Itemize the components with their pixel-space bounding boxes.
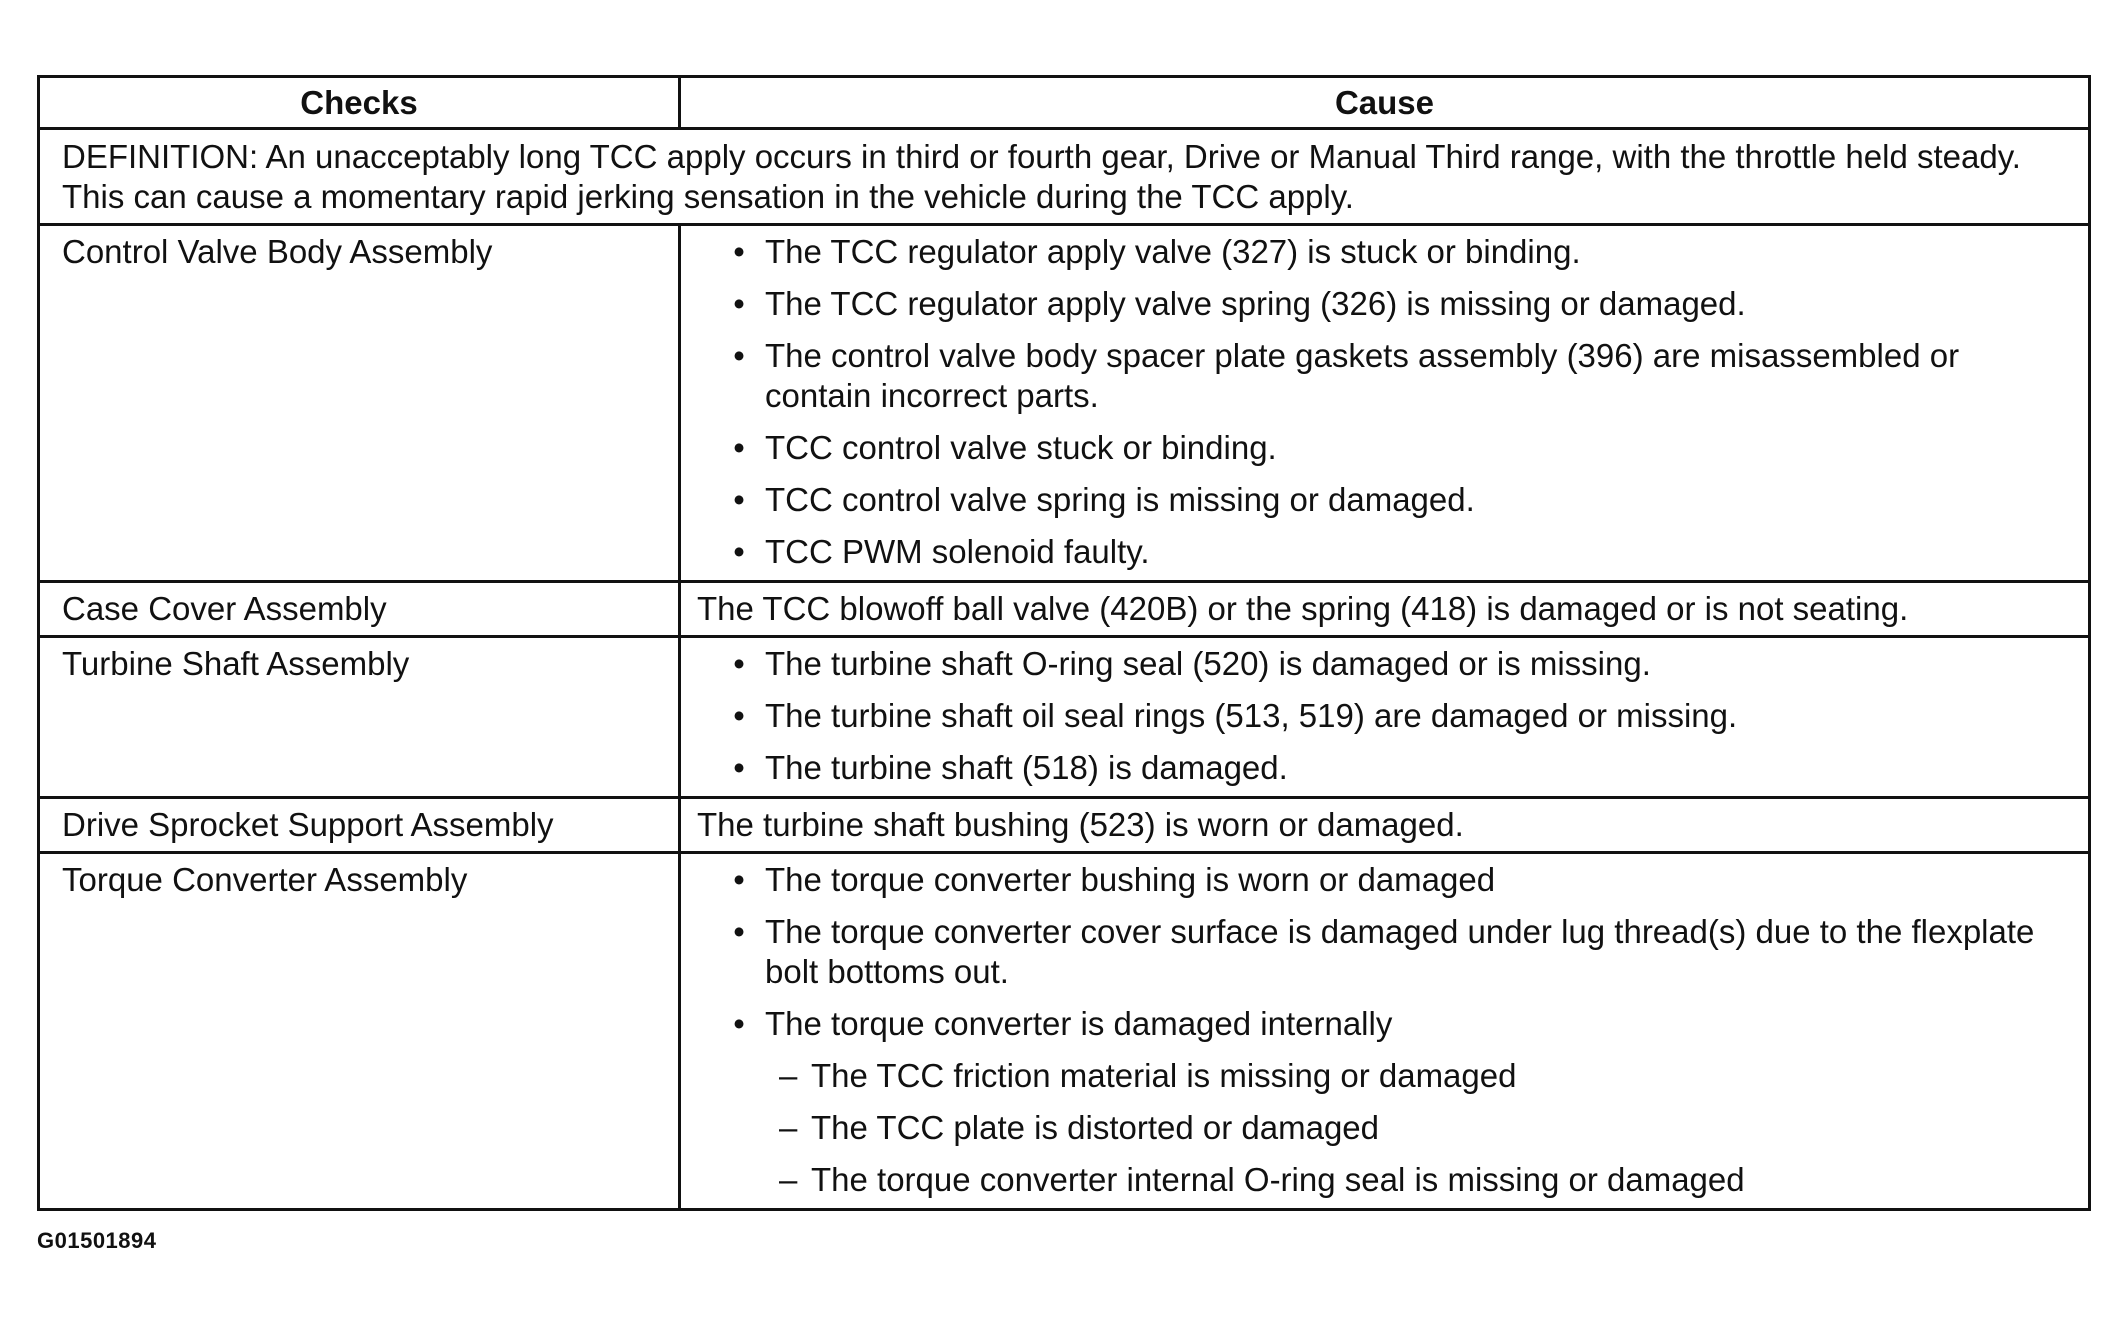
subcause-text: The TCC plate is distorted or damaged bbox=[811, 1109, 1380, 1146]
check-case-cover: Case Cover Assembly bbox=[39, 582, 680, 637]
header-checks: Checks bbox=[39, 77, 680, 129]
cause-item bbox=[697, 1004, 2066, 1200]
cause-item bbox=[697, 480, 2066, 520]
subcause-list bbox=[765, 1056, 2066, 1200]
bullet-icon: • bbox=[733, 1005, 745, 1042]
cause-text: The turbine shaft bushing (523) is worn or damaged. bbox=[680, 798, 2090, 853]
bullet-icon: • bbox=[733, 697, 745, 734]
header-cause: Cause bbox=[680, 77, 2090, 129]
dash-icon: – bbox=[779, 1109, 798, 1146]
figure-id: G01501894 bbox=[37, 1228, 157, 1253]
dash-icon: – bbox=[779, 1057, 798, 1094]
subcause-text: The TCC friction material is missing or damaged bbox=[811, 1057, 1517, 1094]
subcause-item bbox=[765, 1056, 2066, 1096]
cause-text: The control valve body spacer plate gaskets assembly (396) are misassembled or contain incorrect parts. bbox=[765, 337, 1960, 414]
cause-text: The turbine shaft (518) is damaged. bbox=[765, 749, 1288, 786]
cause-list bbox=[697, 860, 2066, 1200]
definition-row bbox=[39, 129, 2090, 225]
bullet-icon: • bbox=[733, 285, 745, 322]
cause-item bbox=[697, 748, 2066, 788]
cause-text: The TCC blowoff ball valve (420B) or the spring (418) is damaged or is not seating. bbox=[680, 582, 2090, 637]
diagnostic-table bbox=[37, 75, 2091, 1211]
cause-text: The torque converter bushing is worn or damaged bbox=[765, 861, 1496, 898]
check-drive-sprocket-support: Drive Sprocket Support Assembly bbox=[39, 798, 680, 853]
cause-text: The TCC regulator apply valve spring (326) is missing or damaged. bbox=[765, 285, 1746, 322]
bullet-icon: • bbox=[733, 337, 745, 374]
bullet-icon: • bbox=[733, 861, 745, 898]
cause-item bbox=[697, 232, 2066, 272]
cause-cell bbox=[680, 637, 2090, 798]
bullet-icon: • bbox=[733, 645, 745, 682]
cause-item bbox=[697, 284, 2066, 324]
check-control-valve-body: Control Valve Body Assembly bbox=[39, 225, 680, 582]
cause-text: The torque converter is damaged internally bbox=[765, 1005, 1393, 1042]
subcause-text: The torque converter internal O-ring seal is missing or damaged bbox=[811, 1161, 1745, 1198]
bullet-icon: • bbox=[733, 913, 745, 950]
cause-item bbox=[697, 644, 2066, 684]
check-turbine-shaft: Turbine Shaft Assembly bbox=[39, 637, 680, 798]
cause-text: The turbine shaft oil seal rings (513, 519) are damaged or missing. bbox=[765, 697, 1738, 734]
cause-item bbox=[697, 428, 2066, 468]
subcause-item bbox=[765, 1160, 2066, 1200]
cause-list bbox=[697, 644, 2066, 788]
cause-text: The torque converter cover surface is damaged under lug thread(s) due to the flexplate bolt bottoms out. bbox=[765, 913, 2035, 990]
bullet-icon: • bbox=[733, 481, 745, 518]
bullet-icon: • bbox=[733, 533, 745, 570]
cause-cell bbox=[680, 225, 2090, 582]
cause-item bbox=[697, 912, 2066, 992]
cause-item bbox=[697, 696, 2066, 736]
cause-text: TCC control valve stuck or binding. bbox=[765, 429, 1277, 466]
definition-text: DEFINITION: An unacceptably long TCC apply occurs in third or fourth gear, Drive or Manual Third range, with the throttle held steady. This can cause a momentary rapid jerking sensation in the vehicle during the TCC apply. bbox=[39, 129, 2090, 225]
check-torque-converter: Torque Converter Assembly bbox=[39, 853, 680, 1210]
table-row bbox=[39, 853, 2090, 1210]
bullet-icon: • bbox=[733, 749, 745, 786]
cause-list bbox=[697, 232, 2066, 572]
cause-text: TCC control valve spring is missing or damaged. bbox=[765, 481, 1475, 518]
bullet-icon: • bbox=[733, 233, 745, 270]
cause-text: TCC PWM solenoid faulty. bbox=[765, 533, 1150, 570]
cause-item bbox=[697, 532, 2066, 572]
dash-icon: – bbox=[779, 1161, 798, 1198]
cause-item bbox=[697, 860, 2066, 900]
cause-item bbox=[697, 336, 2066, 416]
table-row bbox=[39, 798, 2090, 853]
cause-cell bbox=[680, 853, 2090, 1210]
header-row bbox=[39, 77, 2090, 129]
table-row bbox=[39, 582, 2090, 637]
cause-text: The TCC regulator apply valve (327) is stuck or binding. bbox=[765, 233, 1581, 270]
table-row bbox=[39, 637, 2090, 798]
bullet-icon: • bbox=[733, 429, 745, 466]
subcause-item bbox=[765, 1108, 2066, 1148]
cause-text: The turbine shaft O-ring seal (520) is damaged or is missing. bbox=[765, 645, 1651, 682]
table-row bbox=[39, 225, 2090, 582]
